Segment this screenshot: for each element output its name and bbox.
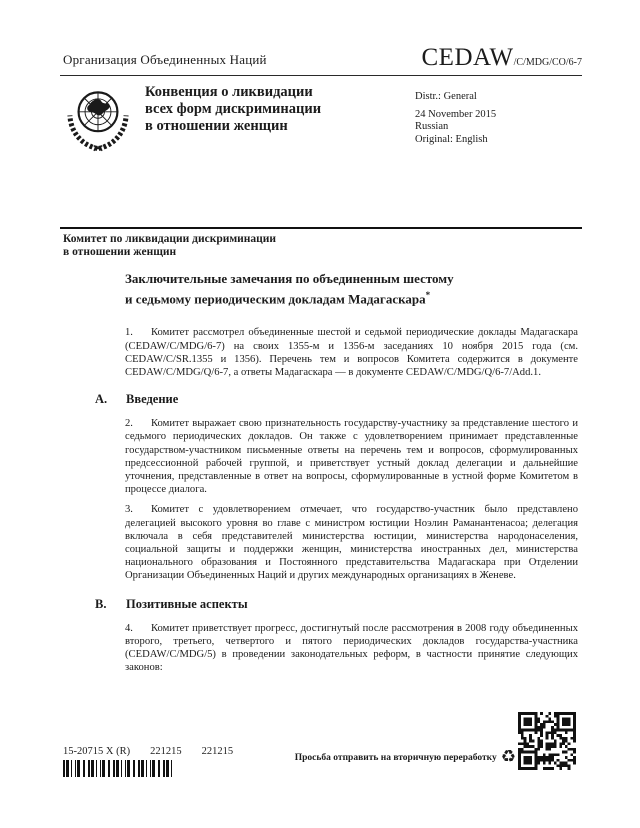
paragraph-4 [125,622,578,675]
distr-type: Distr.: General [415,91,477,102]
document-date: 24 November 2015 [415,108,497,120]
paragraph-text: Комитет приветствует прогресс, достигнутый после рассмотрения в 2008 году объединенных второго, третьего, четвертого и пятого периодических докладов государства-участника (CEDAW/C/MDG/5) в проведении законодательных реформ, в частности принятие следующих законов: [125,622,578,674]
recycle-notice [295,749,516,766]
un-org-name: Организация Объединенных Наций [63,52,267,67]
paragraph-number: 1. [125,327,133,339]
document-title-line: и седьмому периодическим докладам Мадагаскара* [125,290,431,307]
committee-name [63,233,580,259]
section-label: A. [95,392,108,407]
document-title [125,271,545,307]
document-symbol-suffix: /C/MDG/CO/6-7 [513,57,582,68]
convention-title-line: Конвенция о ликвидации [145,84,313,100]
convention-title-line: всех форм дискриминации [145,101,322,117]
convention-title [145,84,321,135]
section-label: B. [95,596,107,611]
convention-title-line: в отношении женщин [145,118,288,134]
paragraph-2 [125,417,578,496]
section-heading-a [95,392,580,407]
un-emblem-icon [62,83,134,152]
committee-name-line: Комитет по ликвидации дискриминации [63,233,277,245]
paragraph-number: 3. [125,504,133,516]
job-number: 15-20715 X (R) [63,746,131,757]
committee-name-line: в отношении женщин [63,246,177,258]
document-title-line: Заключительные замечания по объединенным шестому [125,271,454,286]
paragraph-number: 2. [125,418,133,430]
section-title: Позитивные аспекты [126,596,248,611]
paragraph-text: Комитет с удовлетворением отмечает, что государство-участник было представлено делегацией высокого уровня во главе с министром юстиции Ноэлин Раманантенасоа; делегация включала в себя представителей министерства юстиции, министерства народонаселения, социальной защиты и поддержки женщин, министерства иностранных дел, министерства национального образования и Постоянного представительства Мадагаскара при Отделении Организации Объединенных Наций и других международных организациях в Женеве. [125,504,578,582]
section-title: Введение [126,392,179,407]
footer-job-line [63,746,233,757]
document-body [63,233,580,674]
document-language: Russian [415,121,449,132]
paragraph-1 [125,326,578,379]
paragraph-text: Комитет выражает свою признательность государству-участнику за представление шестого и седьмого периодических докладов. Он также с удовлетворением принимает представленные государством-участником письменные ответы на перечень тем и вопросов, сформулированных предсессионной рабочей группой, и приветствует устный доклад делегации и дальнейшие уточнения, представленные в ответ на вопросы, сформулированные в устной форме Комитетом в процессе диалога. [125,418,578,496]
footer-code: 221215 [201,746,234,757]
recycle-text: Просьба отправить на вторичную переработку [294,752,497,763]
footnote-marker: * [425,290,431,300]
paragraph-3 [125,503,578,582]
section-heading-b [95,597,580,612]
distribution-block [415,91,496,146]
recycle-icon: ♻ [500,747,516,767]
paragraph-text: Комитет рассмотрел объединенные шестой и седьмой периодические доклады Мадагаскара (CEDAW/C/MDG/6-7) на своих 1355-м и 1356-м заседаниях 10 ноября 2015 года (см. CEDAW/C/SR.1355 и 1356). Перечень тем и вопросов Комитета содержится в документе CEDAW/C/MDG/Q/6-7, а ответы Мадагаскара — в документе CEDAW/C/MDG/Q/6-7/Add.1. [125,327,578,378]
qr-code-icon [518,712,576,770]
document-symbol [422,44,583,72]
document-original-language: Original: English [415,133,488,145]
header-rule [60,75,582,76]
paragraph-number: 4. [125,622,133,634]
section-divider-rule [60,227,582,229]
footer-code: 221215 [150,746,182,757]
document-symbol-main: CEDAW [421,44,514,71]
barcode [63,760,175,777]
